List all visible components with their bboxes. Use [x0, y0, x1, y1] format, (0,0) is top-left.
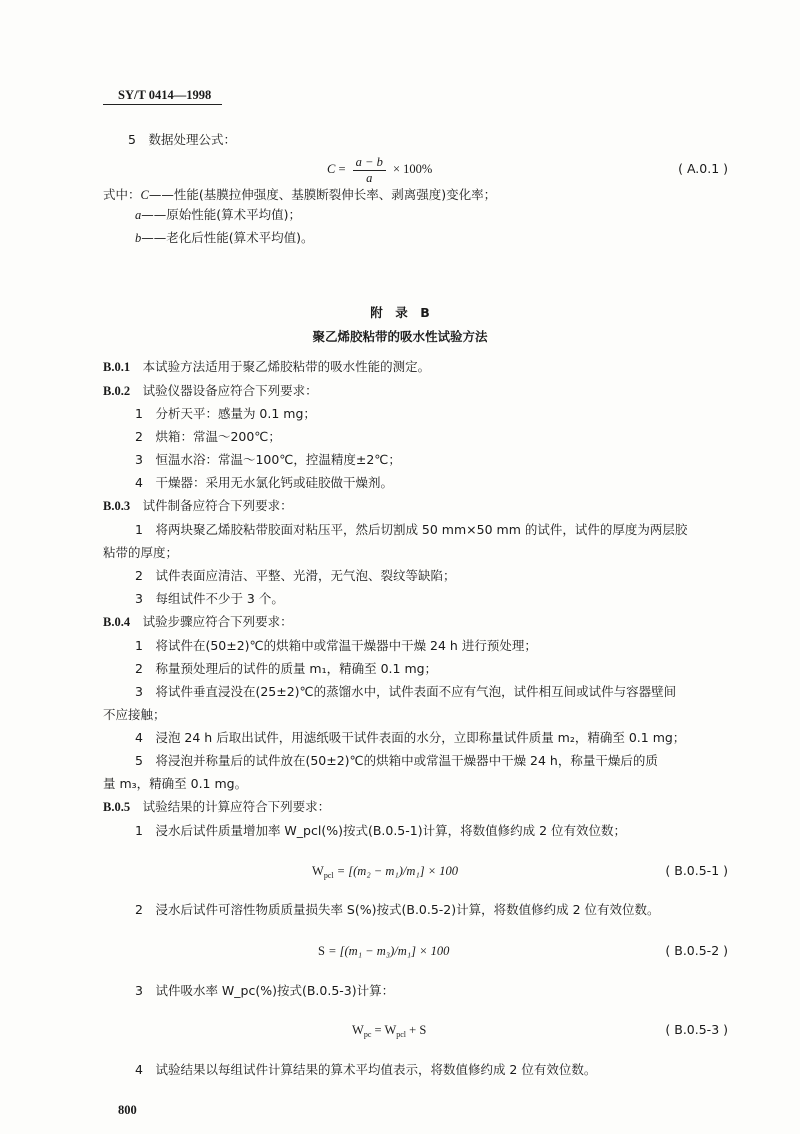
- formula-eq: =: [338, 162, 346, 176]
- formula-lhs: S: [318, 944, 325, 958]
- header-rule: [103, 104, 222, 105]
- formula-tail: + S: [409, 1023, 427, 1037]
- list-item: 2 称量预处理后的试件的质量 m₁，精确至 0.1 mg；: [135, 661, 438, 676]
- list-item: 1 浸水后试件质量增加率 W_pcl(%)按式(B.0.5-1)计算，将数值修约成 2 位有效位数；: [135, 823, 626, 838]
- fraction: [353, 155, 386, 186]
- clause-num: B.0.2: [103, 384, 131, 398]
- where-c-text: ——性能(基膜拉伸强度、基膜断裂伸长率、剥离强度)变化率；: [148, 187, 497, 202]
- denominator: a: [366, 170, 373, 185]
- list-item: 3 每组试件不少于 3 个。: [135, 591, 284, 606]
- formula-a01: [327, 152, 432, 186]
- appendix-heading: 附 录 B: [370, 305, 430, 320]
- sym-c: C: [140, 188, 149, 202]
- formula-sub: pcl: [323, 871, 334, 880]
- where-a-text: ——原始性能(算术平均值)；: [141, 207, 302, 222]
- formula-b053: [352, 1021, 426, 1044]
- where-b: [135, 229, 314, 247]
- equation-label: ( B.0.5-1 ): [665, 863, 728, 878]
- clause-b04: [103, 613, 293, 631]
- formula-b052: [318, 942, 449, 960]
- page-number: 800: [118, 1103, 137, 1117]
- list-item: 2 烘箱：常温～200℃；: [135, 429, 281, 444]
- formula-sub: pc: [363, 1030, 372, 1039]
- list-item-cont: 量 m₃，精确至 0.1 mg。: [103, 776, 248, 791]
- sym-a: a: [135, 208, 142, 222]
- numerator: a − b: [353, 155, 386, 171]
- clause-text: 试验仪器设备应符合下列要求：: [142, 383, 318, 398]
- list-item: 1 分析天平：感量为 0.1 mg；: [135, 406, 316, 421]
- where-a: [135, 206, 301, 224]
- clause-b02: [103, 382, 318, 400]
- clause-text: 试验结果的计算应符合下列要求：: [142, 799, 331, 814]
- clause-b05: [103, 798, 330, 816]
- list-item: 4 试验结果以每组试件计算结果的算术平均值表示，将数值修约成 2 位有效位数。: [135, 1062, 597, 1077]
- formula-lhs: C: [327, 162, 336, 176]
- list-item: 3 将试件垂直浸没在(25±2)℃的蒸馏水中，试件表面不应有气泡，试件相互间或试件与容器壁间: [135, 684, 677, 699]
- standard-code: SY/T 0414—1998: [118, 88, 212, 102]
- formula-var: W: [352, 1023, 364, 1037]
- list-item: 2 浸水后试件可溶性物质质量损失率 S(%)按式(B.0.5-2)计算，将数值修约成 2 位有效位数。: [135, 902, 660, 917]
- list-item: 1 将两块聚乙烯胶粘带胶面对粘压平，然后切割成 50 mm×50 mm 的试件，试件的厚度为两层胶: [135, 522, 688, 537]
- list-item-cont: 不应接触；: [103, 707, 166, 722]
- appendix-title: 聚乙烯胶粘带的吸水性试验方法: [312, 329, 488, 344]
- list-item: 1 将试件在(50±2)℃的烘箱中或常温干燥器中干燥 24 h 进行预处理；: [135, 638, 537, 653]
- list-item: 3 恒温水浴：常温～100℃，控温精度±2℃；: [135, 452, 401, 467]
- formula-mid: = W: [374, 1023, 397, 1037]
- clause-num: B.0.5: [103, 800, 131, 814]
- equation-label: ( B.0.5-2 ): [665, 943, 728, 958]
- where-prefix: 式中：: [103, 187, 141, 202]
- sym-b: b: [135, 231, 142, 245]
- formula-b051: [312, 862, 458, 885]
- formula-rhs: = [(m₁ − m₃)/m₁] × 100: [328, 944, 450, 958]
- item-5: 5 数据处理公式：: [128, 132, 236, 147]
- formula-var: W: [312, 864, 324, 878]
- equation-label-a01: ( A.0.1 ): [678, 161, 728, 176]
- where-b-text: ——老化后性能(算术平均值)。: [141, 230, 314, 245]
- clause-num: B.0.4: [103, 615, 131, 629]
- list-item: 4 浸泡 24 h 后取出试件，用滤纸吸干试件表面的水分，立即称量试件质量 m₂，精确至 0.1 mg；: [135, 730, 686, 745]
- clause-text: 试验步骤应符合下列要求：: [142, 614, 293, 629]
- list-item: 5 将浸泡并称量后的试件放在(50±2)℃的烘箱中或常温干燥器中干燥 24 h，称量干燥后的质: [135, 753, 658, 768]
- list-item: 2 试件表面应清洁、平整、光滑，无气泡、裂纹等缺陷；: [135, 568, 456, 583]
- equation-label: ( B.0.5-3 ): [665, 1022, 728, 1037]
- clause-b03: [103, 497, 293, 515]
- list-item: 4 干燥器：采用无水氯化钙或硅胶做干燥剂。: [135, 475, 393, 490]
- formula-rhs: = [(m₂ − m₁)/m₁] × 100: [336, 864, 459, 878]
- list-item: 3 试件吸水率 W_pc(%)按式(B.0.5-3)计算：: [135, 983, 395, 998]
- formula-tail: × 100%: [392, 162, 433, 176]
- clause-text: 本试验方法适用于聚乙烯胶粘带的吸水性能的测定。: [142, 359, 431, 374]
- formula-sub: pcl: [396, 1030, 407, 1039]
- clause-num: B.0.1: [103, 360, 131, 374]
- list-item-cont: 粘带的厚度；: [103, 545, 179, 560]
- clause-b01: [103, 358, 430, 376]
- clause-num: B.0.3: [103, 499, 131, 513]
- clause-text: 试件制备应符合下列要求：: [142, 498, 293, 513]
- where-c: [103, 186, 496, 204]
